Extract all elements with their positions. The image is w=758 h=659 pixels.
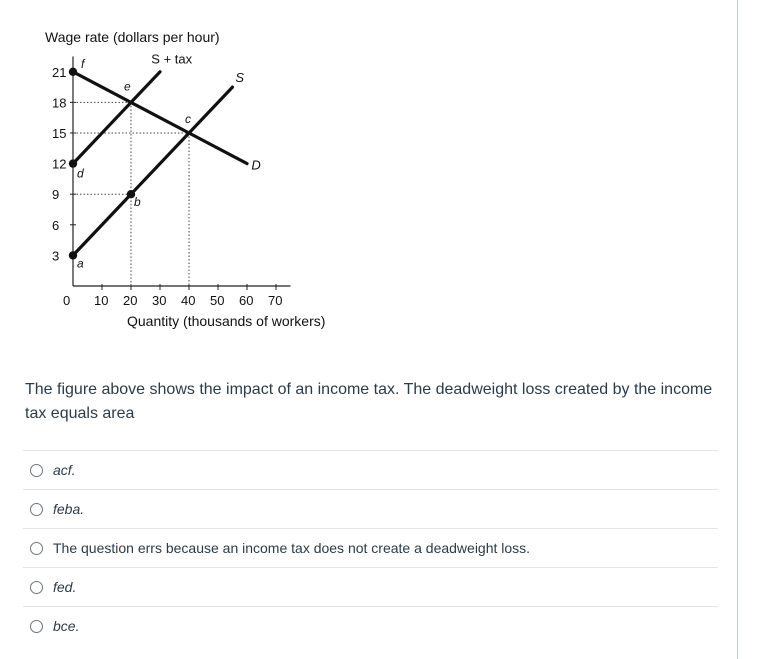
demand-curve bbox=[73, 69, 247, 164]
x-tick-label: 40 bbox=[181, 293, 196, 308]
labor-market-figure bbox=[34, 24, 354, 339]
radio-button[interactable] bbox=[30, 581, 43, 594]
y-tick-label: 9 bbox=[52, 187, 60, 203]
curve-label-supply-tax: S + tax bbox=[151, 51, 193, 67]
answer-option-1[interactable] bbox=[23, 450, 718, 489]
radio-button[interactable] bbox=[30, 620, 43, 633]
answer-option-3[interactable] bbox=[23, 528, 718, 567]
x-tick-label: 60 bbox=[239, 293, 254, 308]
y-tick-label: 15 bbox=[52, 126, 67, 141]
point-label-b: b bbox=[134, 195, 141, 210]
point-f bbox=[69, 68, 77, 76]
x-axis-label: Quantity (thousands of workers) bbox=[127, 313, 326, 329]
supply-plus-tax-curve bbox=[73, 72, 160, 164]
y-tick-label: 6 bbox=[52, 217, 60, 233]
point-d bbox=[69, 159, 77, 167]
radio-button[interactable] bbox=[30, 542, 43, 555]
answer-list bbox=[23, 450, 718, 645]
curve-label-demand: D bbox=[251, 157, 261, 173]
answer-option-4[interactable] bbox=[23, 567, 718, 606]
y-tick-label: 18 bbox=[52, 95, 67, 111]
y-axis-label: Wage rate (dollars per hour) bbox=[45, 29, 220, 45]
point-label-e: e bbox=[124, 79, 131, 94]
x-tick-label: 20 bbox=[123, 293, 138, 308]
origin-label: 0 bbox=[63, 293, 71, 308]
y-tick-label: 21 bbox=[52, 64, 67, 80]
point-a bbox=[69, 251, 77, 259]
x-tick-label: 50 bbox=[210, 293, 225, 308]
answer-label: The question errs because an income tax does not create a deadweight loss. bbox=[53, 540, 531, 556]
point-label-c: c bbox=[185, 112, 191, 126]
answer-label: feba. bbox=[53, 501, 85, 517]
y-tick-label: 3 bbox=[52, 248, 60, 264]
answer-label: bce. bbox=[53, 618, 80, 634]
labor-market-chart bbox=[34, 24, 354, 339]
radio-button[interactable] bbox=[30, 464, 43, 477]
answer-label: acf. bbox=[53, 462, 76, 478]
point-label-f: f bbox=[81, 56, 85, 71]
point-label-a: a bbox=[77, 256, 84, 271]
answer-option-5[interactable] bbox=[23, 606, 718, 645]
answer-label: fed. bbox=[53, 579, 77, 595]
x-tick-label: 30 bbox=[152, 293, 167, 308]
radio-button[interactable] bbox=[30, 503, 43, 516]
y-tick-label: 12 bbox=[52, 156, 67, 172]
question-text: The figure above shows the impact of an income tax. The deadweight loss created by the income tax equals area bbox=[25, 381, 713, 422]
x-tick-label: 10 bbox=[94, 293, 109, 308]
curve-label-supply: S bbox=[235, 69, 245, 85]
answer-option-2[interactable] bbox=[23, 489, 718, 528]
x-tick-label: 70 bbox=[268, 293, 283, 308]
point-label-d: d bbox=[77, 166, 84, 181]
